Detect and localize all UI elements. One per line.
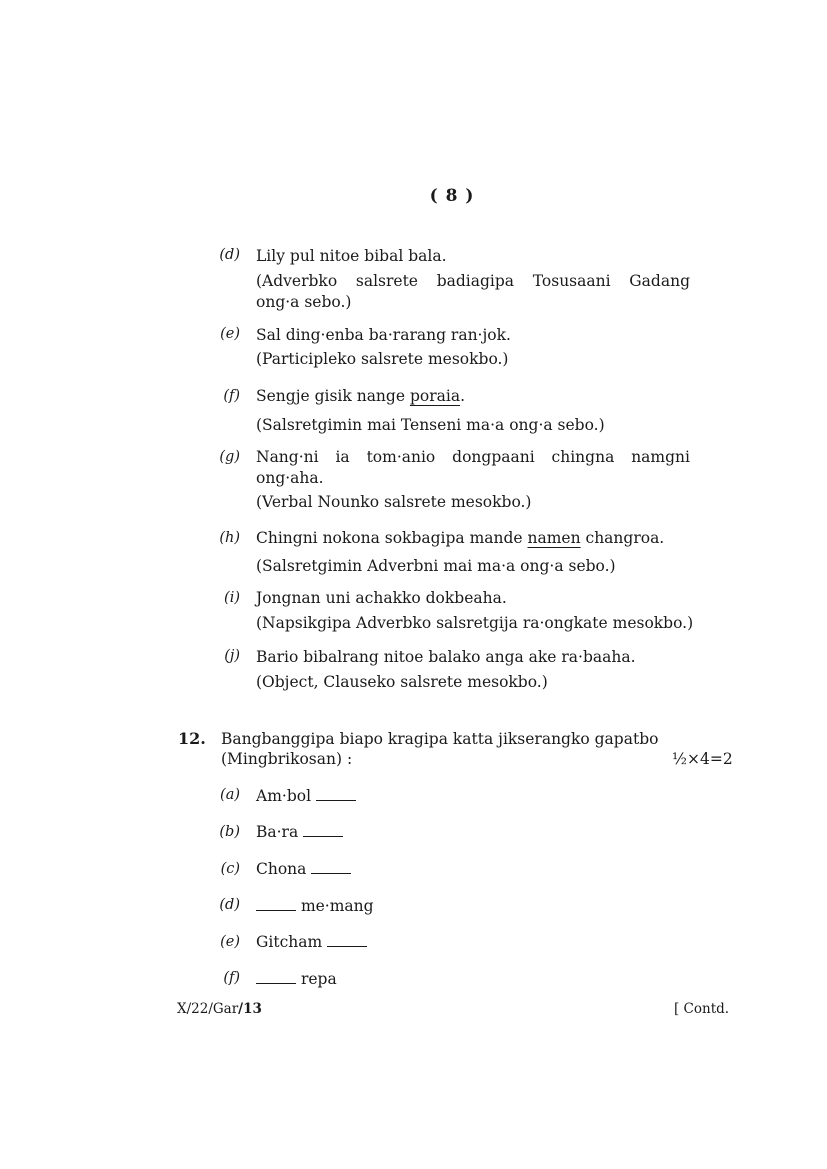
answer-blank[interactable] [316,799,356,801]
q12-item-a-label: (a) [220,787,240,803]
item-j-sentence: Bario bibalrang nitoe balako anga ake ra·baaha. [256,648,636,666]
question-12-text: Bangbanggipa biapo kragipa katta jikserangko gapatbo [221,730,659,748]
item-f-instruction: (Salsretgimin mai Tenseni ma·a ong·a sebo.) [256,416,605,434]
answer-blank[interactable] [256,909,296,911]
item-d-sentence: Lily pul nitoe bibal bala. [256,247,447,265]
item-h-underlined-word: namen [527,529,581,547]
item-g-label: (g) [219,449,240,465]
q12-item-e: Gitcham [256,932,367,952]
item-i-label: (i) [224,590,240,606]
page-number: ( 8 ) [429,186,475,206]
q12-item-c-label: (c) [220,861,240,877]
q12-item-e-label: (e) [220,934,240,950]
q12-item-f: repa [256,969,337,989]
question-12-number: 12. [178,729,206,748]
q12-item-d-label: (d) [219,897,240,913]
q12-item-d: me·mang [256,896,374,916]
item-f-sentence: Sengje gisik nange poraia. [256,387,465,405]
item-g-instruction: (Verbal Nounko salsrete mesokbo.) [256,493,532,511]
answer-blank[interactable] [303,835,343,837]
q12-item-b-label: (b) [219,824,240,840]
item-g-sentence: Nang·ni ia tom·anio dongpaani chingna namgni [256,448,690,466]
q12-item-b: Ba·ra [256,822,343,842]
answer-blank[interactable] [256,982,296,984]
item-h-label: (h) [219,530,240,546]
item-i-sentence: Jongnan uni achakko dokbeaha. [256,589,507,607]
paper-code: X/22/Gar/13 [177,1001,262,1017]
item-d-instruction-cont: ong·a sebo.) [256,293,352,311]
q12-item-f-label: (f) [223,970,240,986]
answer-blank[interactable] [327,945,367,947]
item-j-instruction: (Object, Clauseko salsrete mesokbo.) [256,673,548,691]
contd-marker: [ Contd. [674,1001,730,1017]
q12-item-c: Chona [256,859,351,879]
item-f-label: (f) [223,388,240,404]
item-e-sentence: Sal ding·enba ba·rarang ran·jok. [256,326,511,344]
item-g-sentence-cont: ong·aha. [256,469,324,487]
item-d-label: (d) [219,247,240,263]
question-12-marks: ½×4=2 [672,750,733,768]
item-e-instruction: (Participleko salsrete mesokbo.) [256,350,509,368]
item-i-instruction: (Napsikgipa Adverbko salsretgija ra·ongkate mesokbo.) [256,614,694,632]
item-f-underlined-word: poraia [409,387,461,405]
item-d-instruction: (Adverbko salsrete badiagipa Tosusaani Gadang [256,272,690,290]
answer-blank[interactable] [311,872,351,874]
item-j-label: (j) [224,648,240,664]
item-h-instruction: (Salsretgimin Adverbni mai ma·a ong·a sebo.) [256,557,616,575]
q12-item-a: Am·bol [256,786,356,806]
item-h-sentence: Chingni nokona sokbagipa mande namen changroa. [256,529,665,547]
item-e-label: (e) [220,326,240,342]
question-12-text-cont: (Mingbrikosan) : [221,750,353,768]
